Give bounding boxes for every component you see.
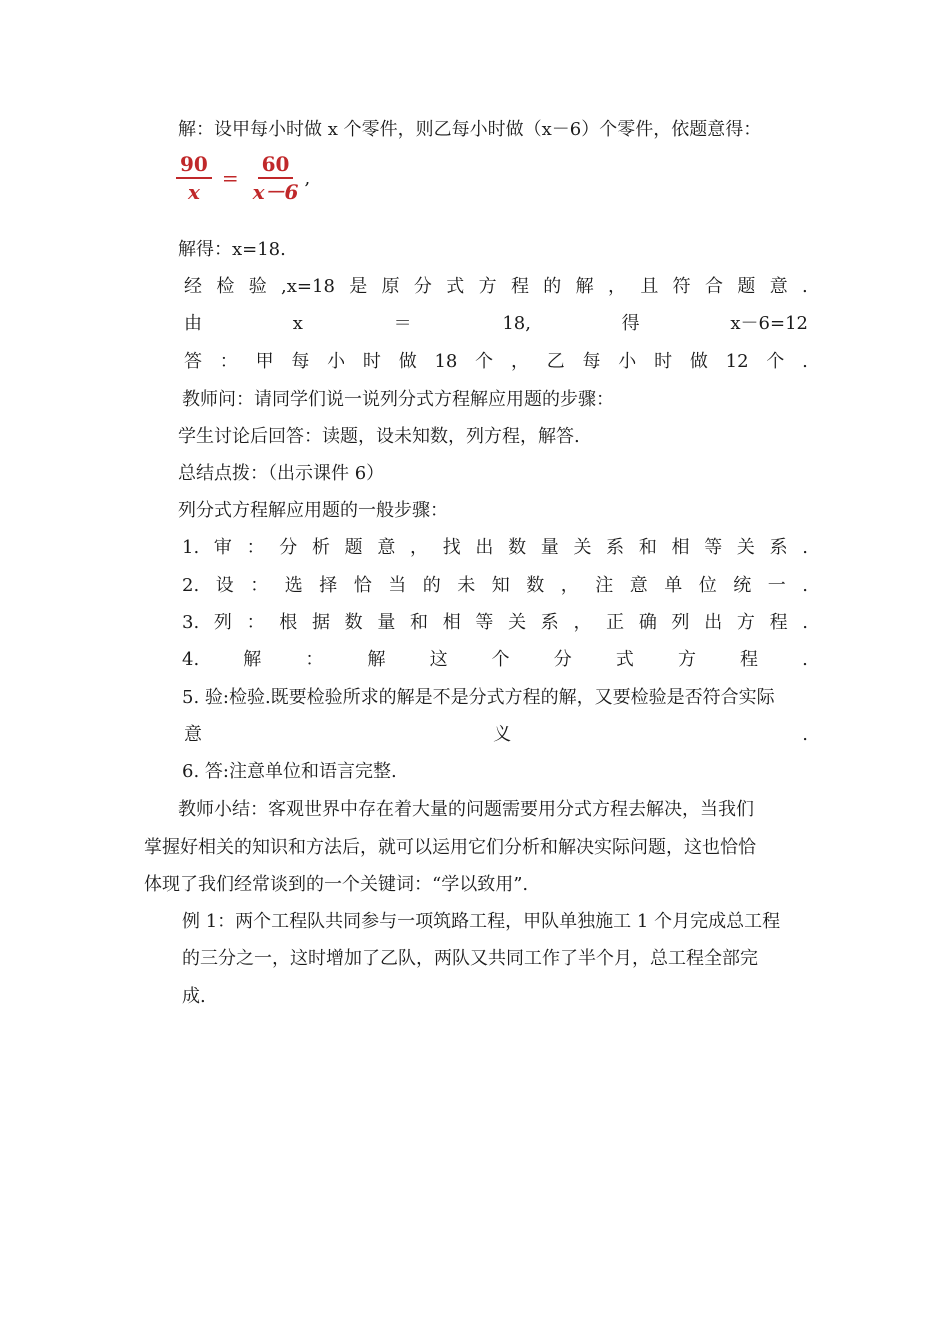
- text-segment: 意: [629, 575, 648, 596]
- text-segment: 等: [704, 537, 723, 558]
- text-segment: 统: [733, 575, 752, 596]
- text-segment: 确: [638, 612, 657, 633]
- example-1-line-3: 成.: [182, 986, 206, 1007]
- text-segment: 检: [216, 276, 235, 297]
- teacher-summary-2: 掌握好相关的知识和方法后，就可以运用它们分析和解决实际问题，这也恰恰: [144, 837, 756, 858]
- text-segment: ，: [573, 612, 592, 633]
- text-segment: 系: [606, 537, 625, 558]
- text-segment: 18,: [502, 313, 531, 334]
- right-fraction: [249, 151, 303, 205]
- solve-line: 解得：x=18.: [178, 239, 286, 260]
- right-denominator: x－6: [252, 180, 299, 204]
- text-segment: 量: [540, 537, 559, 558]
- text-segment: 方: [677, 649, 696, 670]
- text-segment: 数: [526, 575, 545, 596]
- text-segment: 系: [540, 612, 559, 633]
- text-segment: ：: [250, 575, 269, 596]
- text-segment: ，: [560, 575, 579, 596]
- text-segment: 题: [737, 276, 756, 297]
- text-segment: 时: [362, 351, 381, 372]
- text-segment: 据: [311, 612, 330, 633]
- text-segment: 列: [671, 612, 690, 633]
- steps-title: 列分式方程解应用题的一般步骤：: [178, 500, 448, 521]
- text-segment: 系: [769, 537, 788, 558]
- text-segment: .: [802, 649, 808, 670]
- text-segment: 相: [671, 537, 690, 558]
- from-line: [184, 312, 808, 336]
- text-segment: 意: [184, 724, 202, 745]
- text-segment: 程: [510, 276, 529, 297]
- text-segment: 乙: [546, 351, 565, 372]
- text-segment: 析: [311, 537, 330, 558]
- text-segment: 合: [705, 276, 724, 297]
- text-segment: .: [802, 276, 808, 297]
- text-segment: 得: [621, 313, 640, 334]
- check-line: [184, 275, 808, 299]
- text-segment: .: [802, 537, 808, 558]
- text-segment: 解: [575, 276, 594, 297]
- text-segment: 个: [475, 351, 494, 372]
- text-segment: 关: [508, 612, 527, 633]
- text-segment: 做: [398, 351, 417, 372]
- text-segment: 1.: [182, 537, 200, 558]
- equation: [176, 148, 310, 208]
- right-numerator: 60: [258, 151, 294, 179]
- text-segment: 4.: [182, 649, 200, 670]
- text-segment: 数: [508, 537, 527, 558]
- text-segment: .: [802, 724, 808, 745]
- text-segment: 经: [184, 276, 202, 297]
- text-segment: 的: [422, 575, 441, 596]
- text-segment: 程: [769, 612, 788, 633]
- text-segment: 解: [367, 649, 386, 670]
- text-segment: 做: [689, 351, 708, 372]
- text-segment: 设: [215, 575, 234, 596]
- text-segment: 意: [377, 537, 396, 558]
- text-segment: 小: [618, 351, 637, 372]
- text-segment: 分: [413, 276, 432, 297]
- text-segment: .: [802, 575, 808, 596]
- step-2: [182, 574, 808, 598]
- text-segment: 时: [654, 351, 673, 372]
- step-6: 6. 答:注意单位和语言完整.: [182, 761, 397, 782]
- step-4: [182, 648, 808, 672]
- solution-intro: 解：设甲每小时做 x 个零件，则乙每小时做（x－6）个零件，依题意得：: [178, 119, 762, 140]
- text-segment: .: [802, 351, 808, 372]
- text-segment: x: [292, 313, 303, 334]
- text-segment: 分: [553, 649, 572, 670]
- text-segment: 个: [491, 649, 510, 670]
- text-segment: 出: [475, 537, 494, 558]
- text-segment: 出: [704, 612, 723, 633]
- text-segment: 正: [606, 612, 625, 633]
- step-3: [182, 611, 808, 635]
- text-segment: 选: [284, 575, 303, 596]
- text-segment: 分: [279, 537, 298, 558]
- teacher-summary-1: 教师小结：客观世界中存在着大量的问题需要用分式方程去解决，当我们: [178, 799, 754, 820]
- text-segment: 程: [740, 649, 759, 670]
- step-1: [182, 536, 808, 560]
- text-segment: 数: [344, 612, 363, 633]
- text-segment: 根: [279, 612, 298, 633]
- text-segment: ：: [246, 612, 265, 633]
- text-segment: 式: [446, 276, 465, 297]
- answer-line: [184, 350, 808, 374]
- text-segment: 验: [248, 276, 267, 297]
- text-segment: 量: [377, 612, 396, 633]
- text-segment: 和: [410, 612, 428, 633]
- teacher-question: 教师问：请同学们说一说列分式方程解应用题的步骤：: [182, 389, 614, 410]
- text-segment: 的: [543, 276, 562, 297]
- text-segment: 恰: [353, 575, 372, 596]
- text-segment: 位: [698, 575, 717, 596]
- text-segment: 意: [769, 276, 788, 297]
- student-answer: 学生讨论后回答：读题，设未知数，列方程，解答.: [178, 426, 580, 447]
- summary-line: 总结点拨：（出示课件 6）: [178, 463, 385, 484]
- example-1-line-2: 的三分之一，这时增加了乙队，两队又共同工作了半个月，总工程全部完: [182, 948, 758, 969]
- text-segment: 解: [243, 649, 262, 670]
- text-segment: 相: [442, 612, 461, 633]
- text-segment: 12: [725, 351, 749, 372]
- text-segment: 且: [640, 276, 659, 297]
- text-segment: 审: [213, 537, 232, 558]
- text-segment: 符: [672, 276, 691, 297]
- left-numerator: 90: [176, 151, 212, 179]
- text-segment: 2.: [182, 575, 200, 596]
- text-segment: x－6=12: [730, 313, 808, 334]
- left-fraction: [176, 151, 212, 205]
- text-segment: ：: [246, 537, 265, 558]
- text-segment: 关: [573, 537, 592, 558]
- text-segment: 注: [595, 575, 614, 596]
- text-segment: 一: [767, 575, 786, 596]
- text-segment: ：: [219, 351, 238, 372]
- text-segment: 单: [664, 575, 683, 596]
- text-segment: ＝: [393, 313, 412, 334]
- text-segment: 18: [434, 351, 458, 372]
- text-segment: 未: [457, 575, 476, 596]
- text-segment: 3.: [182, 612, 200, 633]
- text-segment: 由: [184, 313, 202, 334]
- text-segment: 式: [615, 649, 634, 670]
- text-segment: 关: [736, 537, 755, 558]
- text-segment: 知: [491, 575, 510, 596]
- text-segment: 列: [213, 612, 232, 633]
- text-segment: 这: [429, 649, 448, 670]
- text-segment: ,x=18: [281, 276, 335, 297]
- text-segment: 和: [638, 537, 657, 558]
- text-segment: 甲: [255, 351, 274, 372]
- equation-comma: ,: [304, 167, 311, 189]
- text-segment: ：: [305, 649, 324, 670]
- equals-sign: =: [221, 166, 239, 190]
- text-segment: 答: [184, 351, 202, 372]
- text-segment: 方: [478, 276, 497, 297]
- text-segment: 等: [475, 612, 494, 633]
- text-segment: 是: [349, 276, 368, 297]
- left-denominator: x: [187, 180, 200, 204]
- text-segment: 小: [327, 351, 346, 372]
- text-segment: 原: [381, 276, 400, 297]
- text-segment: .: [802, 612, 808, 633]
- text-segment: 找: [442, 537, 461, 558]
- text-segment: ，: [607, 276, 626, 297]
- text-segment: 择: [319, 575, 338, 596]
- text-segment: 每: [291, 351, 310, 372]
- text-segment: ，: [510, 351, 529, 372]
- example-1-line-1: 例 1：两个工程队共同参与一项筑路工程，甲队单独施工 1 个月完成总工程: [182, 911, 781, 932]
- text-segment: 个: [766, 351, 785, 372]
- teacher-summary-3: 体现了我们经常谈到的一个关键词：“学以致用”.: [144, 874, 529, 895]
- step-5: 5. 验:检验.既要检验所求的解是不是分式方程的解，又要检验是否符合实际: [182, 687, 775, 708]
- text-segment: 义: [493, 724, 512, 745]
- text-segment: 当: [388, 575, 407, 596]
- text-segment: 每: [582, 351, 601, 372]
- text-segment: 方: [736, 612, 755, 633]
- text-segment: ，: [410, 537, 428, 558]
- step-5-continued: [184, 723, 808, 747]
- text-segment: 题: [344, 537, 363, 558]
